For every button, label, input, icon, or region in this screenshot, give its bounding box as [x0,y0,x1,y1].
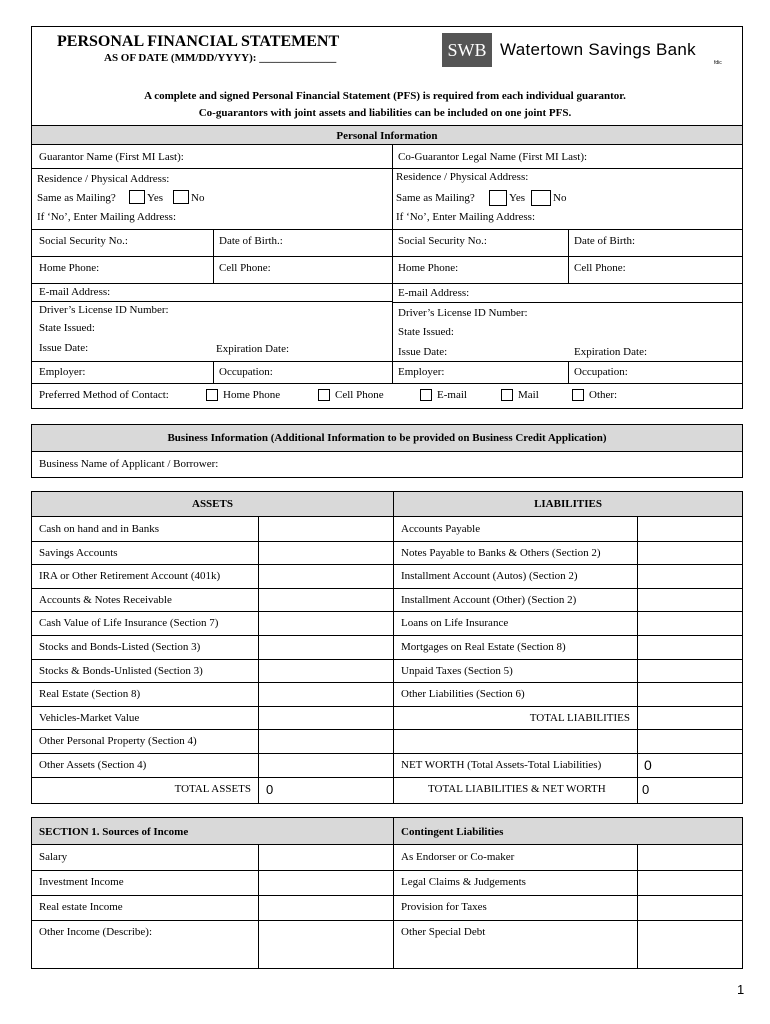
asset-row-label: Vehicles-Market Value [39,712,140,724]
co-expiration-date-label[interactable]: Expiration Date: [574,346,648,358]
contingent-legal-claims: Legal Claims & Judgements [401,876,526,888]
contact-other-checkbox[interactable] [572,389,584,401]
total-liabilities-networth-label: TOTAL LIABILITIES & NET WORTH [428,783,606,795]
income-investment: Investment Income [39,876,124,888]
same-mailing-yes-checkbox[interactable] [129,190,145,204]
co-residence-label[interactable]: Residence / Physical Address: [396,171,529,183]
intro-line-2: Co-guarantors with joint assets and liabilities can be included on one joint PFS. [198,107,572,119]
business-info-header: Business Information (Additional Information to be provided on Business Credit Application) [32,425,742,452]
liability-row-label: Accounts Payable [401,523,481,535]
residence-label[interactable]: Residence / Physical Address: [37,173,170,185]
income-other: Other Income (Describe): [39,926,153,938]
asset-value-field[interactable] [260,542,392,564]
income-real-estate: Real estate Income [39,901,123,913]
dl-number-label[interactable]: Driver’s License ID Number: [39,304,169,316]
income-header: SECTION 1. Sources of Income [39,826,189,838]
no-label: No [191,192,205,204]
liability-value-field[interactable] [639,589,741,611]
asset-value-field[interactable] [260,589,392,611]
asset-value-field[interactable] [260,707,392,729]
liability-value-field[interactable] [639,612,741,634]
asset-value-field[interactable] [260,730,392,752]
co-if-no-label[interactable]: If ‘No’, Enter Mailing Address: [396,211,535,223]
co-yes-label: Yes [509,192,526,204]
liability-value-field[interactable] [639,518,741,540]
contact-mail-label: Mail [518,389,539,401]
asset-row-label: Stocks & Bonds-Unlisted (Section 3) [39,665,203,677]
occupation-label[interactable]: Occupation: [219,366,273,378]
liability-value-field[interactable] [639,683,741,705]
asset-row-label: Cash Value of Life Insurance (Section 7) [39,617,219,629]
total-assets-value: 0 [266,782,274,797]
asset-value-field[interactable] [260,565,392,587]
total-assets-label: TOTAL ASSETS [174,783,251,795]
contact-mail-checkbox[interactable] [501,389,513,401]
contact-cell-phone-label: Cell Phone [335,389,384,401]
contingent-header: Contingent Liabilities [401,826,504,838]
contact-home-phone-label: Home Phone [223,389,281,401]
co-home-phone-label[interactable]: Home Phone: [398,262,459,274]
home-phone-label[interactable]: Home Phone: [39,262,100,274]
liability-row-label: Loans on Life Insurance [401,617,509,629]
contingent-endorser: As Endorser or Co-maker [401,851,515,863]
bank-name: Watertown Savings Bank [500,40,696,59]
asset-value-field[interactable] [260,683,392,705]
asset-row-label: Stocks and Bonds-Listed (Section 3) [39,641,201,653]
email-label[interactable]: E-mail Address: [39,286,111,298]
assets-header: ASSETS [32,492,393,517]
ssn-label[interactable]: Social Security No.: [39,235,128,247]
asset-value-field[interactable] [260,518,392,540]
same-as-mailing-label: Same as Mailing? [37,192,116,204]
asset-value-field[interactable] [260,612,392,634]
coguarantor-name-label[interactable]: Co-Guarantor Legal Name (First MI Last): [398,151,588,163]
contact-email-checkbox[interactable] [420,389,432,401]
yes-label: Yes [147,192,164,204]
if-no-label[interactable]: If ‘No’, Enter Mailing Address: [37,211,176,223]
liability-row-label: Notes Payable to Banks & Others (Section 2) [401,547,601,559]
asset-row-label: Accounts & Notes Receivable [39,594,172,606]
form-title: PERSONAL FINANCIAL STATEMENT [57,33,340,50]
as-of-date-label[interactable]: AS OF DATE (MM/DD/YYYY): ______________ [104,52,337,64]
business-name-label[interactable]: Business Name of Applicant / Borrower: [39,458,219,470]
asset-row-label: Other Personal Property (Section 4) [39,735,197,747]
liabilities-header: LIABILITIES [394,492,742,517]
contact-email-label: E-mail [437,389,467,401]
co-dob-label[interactable]: Date of Birth: [574,235,636,247]
issue-date-label[interactable]: Issue Date: [39,342,89,354]
co-no-label: No [553,192,567,204]
contact-home-phone-checkbox[interactable] [206,389,218,401]
dob-label[interactable]: Date of Birth.: [219,235,283,247]
asset-row-label: Savings Accounts [39,547,118,559]
asset-value-field[interactable] [260,754,392,776]
co-same-as-mailing-label: Same as Mailing? [396,192,475,204]
co-occupation-label[interactable]: Occupation: [574,366,628,378]
logo-mark: SWB [447,40,487,60]
liability-value-field[interactable] [639,636,741,658]
co-issue-date-label[interactable]: Issue Date: [398,346,448,358]
contact-cell-phone-checkbox[interactable] [318,389,330,401]
asset-value-field[interactable] [260,660,392,682]
income-salary: Salary [39,851,68,863]
liability-row-label: Other Liabilities (Section 6) [401,688,525,700]
co-ssn-label[interactable]: Social Security No.: [398,235,487,247]
asset-row-label: Cash on hand and in Banks [39,523,160,535]
asset-row-label: Real Estate (Section 8) [39,688,141,700]
co-employer-label[interactable]: Employer: [398,366,445,378]
employer-label[interactable]: Employer: [39,366,86,378]
net-worth-label: NET WORTH (Total Assets-Total Liabilities) [401,759,602,771]
co-same-mailing-no-checkbox[interactable] [531,190,551,206]
co-dl-number-label[interactable]: Driver’s License ID Number: [398,307,528,319]
co-cell-phone-label[interactable]: Cell Phone: [574,262,626,274]
expiration-date-label[interactable]: Expiration Date: [216,343,290,355]
liability-value-field[interactable] [639,565,741,587]
asset-value-field[interactable] [260,636,392,658]
liability-value-field[interactable] [639,660,741,682]
liability-row-label: Installment Account (Autos) (Section 2) [401,570,578,582]
asset-row-label: Other Assets (Section 4) [39,759,147,771]
guarantor-name-label[interactable]: Guarantor Name (First MI Last): [39,151,184,163]
liability-row-label: Installment Account (Other) (Section 2) [401,594,577,606]
liability-value-field[interactable] [639,542,741,564]
co-state-issued-label[interactable]: State Issued: [398,326,454,338]
contingent-other-debt: Other Special Debt [401,926,486,938]
same-mailing-no-checkbox[interactable] [173,190,189,204]
total-liabilities-label: TOTAL LIABILITIES [529,712,630,724]
co-same-mailing-yes-checkbox[interactable] [489,190,507,206]
personal-info-header: Personal Information [32,125,742,145]
liability-row-label: Unpaid Taxes (Section 5) [401,665,513,677]
asset-row-label: IRA or Other Retirement Account (401k) [39,570,221,582]
intro-line-1: A complete and signed Personal Financial Statement (PFS) is required from each individual guarantor. [144,90,626,102]
state-issued-label[interactable]: State Issued: [39,322,95,334]
page-number: 1 [737,982,745,997]
cell-phone-label[interactable]: Cell Phone: [219,262,271,274]
net-worth-value: 0 [644,757,652,773]
total-liabilities-networth-value: 0 [642,782,650,797]
row-divider [32,777,742,778]
contact-other-label: Other: [589,389,618,401]
co-email-label[interactable]: E-mail Address: [398,287,470,299]
liability-row-label: Mortgages on Real Estate (Section 8) [401,641,566,653]
preferred-contact-label: Preferred Method of Contact: [39,389,169,401]
contingent-taxes: Provision for Taxes [401,901,487,913]
fdic-mark: fdic [714,60,722,66]
bank-logo [442,33,492,67]
